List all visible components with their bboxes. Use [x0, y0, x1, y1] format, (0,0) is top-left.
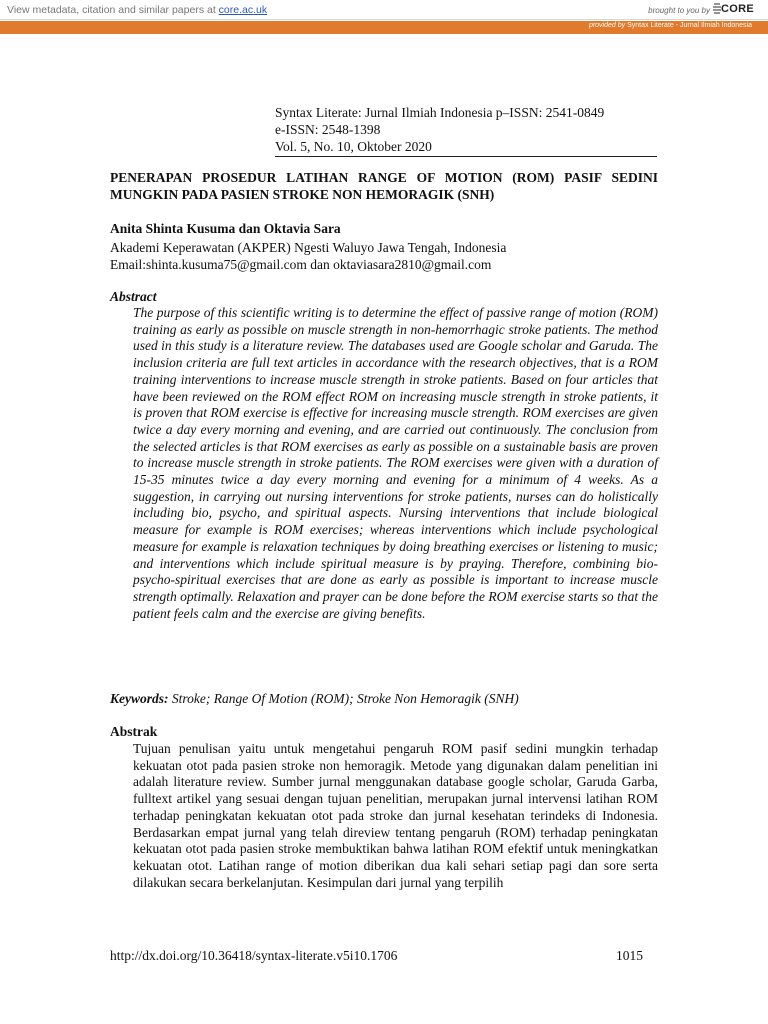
- header-divider: [275, 156, 657, 157]
- core-header-strip: [0, 0, 768, 20]
- keywords-label: Keywords:: [110, 691, 169, 706]
- provided-by-text: [589, 22, 752, 29]
- affiliation: Akademi Keperawatan (AKPER) Ngesti Waluyo Jawa Tengah, Indonesia: [110, 240, 507, 255]
- core-ac-uk-link[interactable]: core.ac.uk: [218, 4, 268, 16]
- paper-authors: Anita Shinta Kusuma dan Oktavia Sara: [110, 221, 341, 236]
- abstract-body: The purpose of this scientific writing is to determine the effect of passive range of motion (ROM) training as early as possible on muscle strength in non-hemorrhagic stroke patients. The method used in this study is a literature review. The databases used are Google scholar and Garuda. The inclusion criteria are full text articles in accordance with the research objectives, that is a ROM training interventions to increase muscle strength in stroke patients. Based on four articles that have been reviewed on the ROM effect ROM on increasing muscle strength in stroke patients, it is proven that ROM exercise is effective for increasing muscle strength. ROM exercises are given twice a day every morning and evening, and are carried out continuously. The conclusion from the selected articles is that ROM exercises as early as possible on a sustainable basis are proven to increase muscle strength in stroke patients. The ROM exercises were given with a duration of 15-35 minutes twice a day every morning and evening for a minimum of 4 weeks. As a suggestion, in carrying out nursing interventions for stroke patients, nurses can do holistically including bio, psycho, and spiritual aspects. Nursing interventions that include biological measure for example is ROM exercises; whereas interventions which include psychological measure for example is relaxation techniques by doing breathing exercises or listening to music; and interventions which include spiritual measure is by praying. Therefore, combining bio-psycho-spiritual exercises that are done as early as possible is important to increase muscle strength optimally. Relaxation and prayer can be done before the ROM exercise starts so that the patient feels calm and the exercise are giving benefits.: [133, 305, 658, 621]
- author-emails: Email:shinta.kusuma75@gmail.com dan oktaviasara2810@gmail.com: [110, 257, 492, 272]
- paper-title: PENERAPAN PROSEDUR LATIHAN RANGE OF MOTION (ROM) PASIF SEDINI MUNGKIN PADA PASIEN STROKE NON HEMORAGIK (SNH): [110, 170, 658, 202]
- journal-volume: Vol. 5, No. 10, Oktober 2020: [275, 139, 432, 154]
- view-metadata-text: [7, 4, 267, 16]
- abstrak-heading: Abstrak: [110, 724, 158, 739]
- author-affiliation-block: [110, 239, 506, 273]
- doi-link[interactable]: http://dx.doi.org/10.36418/syntax-literate.v5i10.1706: [110, 948, 398, 963]
- view-metadata-prefix: View metadata, citation and similar papers at: [7, 4, 219, 16]
- page-number: 1015: [616, 948, 643, 963]
- journal-header: [275, 104, 657, 155]
- keywords-line: [110, 691, 670, 707]
- abstract-heading: Abstract: [110, 289, 157, 304]
- journal-eissn: e-ISSN: 2548-1398: [275, 122, 381, 137]
- core-provided-bar: [0, 21, 768, 34]
- provided-by-source: Syntax Literate - Jurnal Ilmiah Indonesia: [627, 22, 752, 29]
- core-logo-text[interactable]: CORE: [721, 3, 754, 15]
- provided-by-label: provided by: [588, 22, 626, 29]
- journal-name-issn: Syntax Literate: Jurnal Ilmiah Indonesia p–ISSN: 2541-0849: [275, 105, 605, 120]
- brought-to-you-by: brought to you by: [648, 6, 710, 15]
- keywords-text: Stroke; Range Of Motion (ROM); Stroke Non Hemoragik (SNH): [168, 691, 519, 706]
- abstrak-body: Tujuan penulisan yaitu untuk mengetahui pengaruh ROM pasif sedini mungkin terhadap kekuatan otot pada pasien stroke non hemoragik. Metode yang digunakan dalam penelitian ini adalah literature review. Sumber jurnal menggunakan database google scholar, Garuda Garba, fulltext artikel yang sesuai dengan tujuan penelitian, merupakan jurnal intervensi latihan ROM terhadap peningkatan kekuatan otot pada stroke dan jurnal kesehatan terindeks di Indonesia. Berdasarkan empat jurnal yang telah direview tentang pengaruh (ROM) terhadap peningkatan kekuatan otot pada pasien stroke membuktikan bahwa latihan ROM efektif untuk meningkatkan kekuatan otot. Latihan range of motion diberikan dua kali sehari setiap pagi dan sore serta dilakukan secara berkelanjutan. Kesimpulan dari jurnal yang terpilih: [133, 741, 658, 890]
